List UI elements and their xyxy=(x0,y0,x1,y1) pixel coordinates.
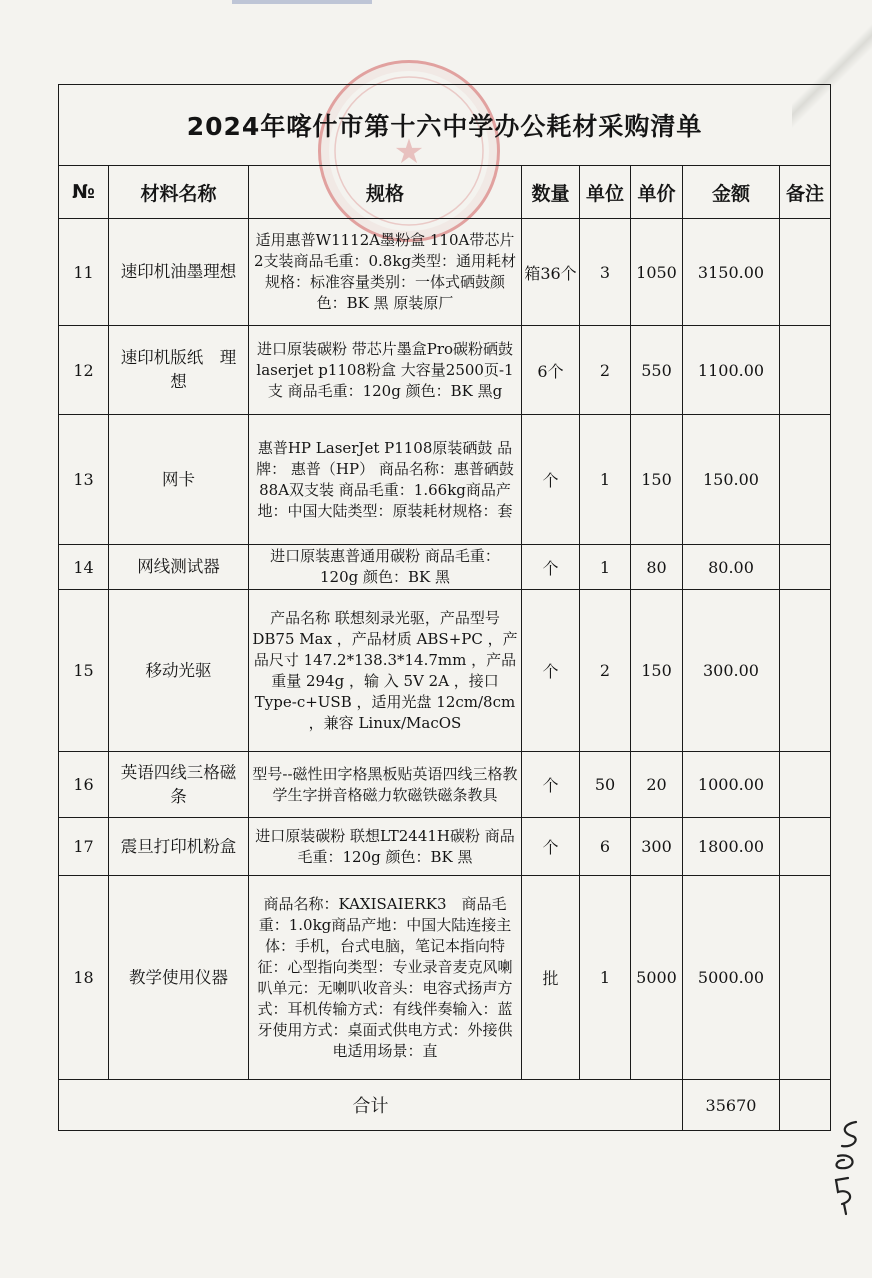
row-amount: 5000.00 xyxy=(683,876,780,1080)
row-unit: 2 xyxy=(580,590,631,752)
row-unit: 1 xyxy=(580,415,631,545)
total-label: 合计 xyxy=(59,1080,683,1131)
row-spec-text: 进口原装惠普通用碳粉 商品毛重：120g 颜色：BK 黑 xyxy=(270,547,500,586)
table-row xyxy=(59,752,831,818)
row-no: 11 xyxy=(59,219,109,326)
table-row xyxy=(59,818,831,876)
row-qty: 个 xyxy=(522,545,580,590)
row-note xyxy=(780,818,831,876)
header-name: 材料名称 xyxy=(109,166,249,219)
table-row xyxy=(59,876,831,1080)
row-spec-text: 型号--磁性田字格黑板贴英语四线三格教学生字拼音格磁力软磁铁磁条教具 xyxy=(252,764,518,804)
table-row xyxy=(59,326,831,415)
table-row xyxy=(59,545,831,590)
row-unit: 3 xyxy=(580,219,631,326)
table-row xyxy=(59,590,831,752)
row-amount: 300.00 xyxy=(683,590,780,752)
table-header-row xyxy=(59,166,831,219)
row-price: 20 xyxy=(631,752,683,818)
header-unit: 单位 xyxy=(580,166,631,219)
header-spec: 规格 xyxy=(249,166,522,219)
row-qty: 批 xyxy=(522,876,580,1080)
svg-text:★: ★ xyxy=(393,132,425,172)
header-note: 备注 xyxy=(780,166,831,219)
row-price: 150 xyxy=(631,590,683,752)
row-spec-text: 进口原装碳粉 联想LT2441H碳粉 商品毛重：120g 颜色：BK 黑 xyxy=(255,826,515,866)
row-spec xyxy=(249,752,522,818)
header-price: 单价 xyxy=(631,166,683,219)
row-name: 震旦打印机粉盒 xyxy=(109,818,249,876)
row-spec xyxy=(249,415,522,545)
total-row xyxy=(59,1080,831,1131)
row-qty: 个 xyxy=(522,818,580,876)
row-spec-text: 适用惠普W1112A墨粉盒 110A带芯片2支装商品毛重：0.8kg类型：通用耗材规格：标准容量类别：一体式硒鼓颜色：BK 黑 原装原厂 xyxy=(253,231,517,312)
row-amount: 150.00 xyxy=(683,415,780,545)
row-price: 80 xyxy=(631,545,683,590)
header-no: № xyxy=(59,166,109,219)
row-spec xyxy=(249,326,522,415)
row-no: 16 xyxy=(59,752,109,818)
row-name: 移动光驱 xyxy=(109,590,249,752)
row-note xyxy=(780,752,831,818)
row-amount: 3150.00 xyxy=(683,219,780,326)
row-note xyxy=(780,219,831,326)
row-spec xyxy=(249,219,522,326)
row-price: 300 xyxy=(631,818,683,876)
document-title: 2024年喀什市第十六中学办公耗材采购清单 xyxy=(59,85,831,166)
row-amount: 80.00 xyxy=(683,545,780,590)
row-no: 12 xyxy=(59,326,109,415)
row-no: 15 xyxy=(59,590,109,752)
row-price: 1050 xyxy=(631,219,683,326)
row-no: 13 xyxy=(59,415,109,545)
row-spec-text: 商品名称：KAXISAIERK3 商品毛重：1.0kg商品产地：中国大陆连接主体：手机，台式电脑，笔记本指向特征：心型指向类型：专业录音麦克风喇叭单元：无喇叭收音头：电容式扬声方式：耳机传输方式：有线伴奏输入：蓝牙使用方式：桌面式供电方式：外接供电适用场景：直 xyxy=(257,894,513,1060)
row-qty: 6个 xyxy=(522,326,580,415)
row-note xyxy=(780,876,831,1080)
row-price: 550 xyxy=(631,326,683,415)
row-name: 速印机版纸 理想 xyxy=(109,326,249,415)
row-note xyxy=(780,326,831,415)
row-qty: 个 xyxy=(522,590,580,752)
row-unit: 1 xyxy=(580,876,631,1080)
row-spec xyxy=(249,818,522,876)
row-unit: 6 xyxy=(580,818,631,876)
table-row xyxy=(59,415,831,545)
handwritten-mark xyxy=(826,1118,866,1218)
row-qty: 个 xyxy=(522,752,580,818)
total-note xyxy=(780,1080,831,1131)
row-amount: 1800.00 xyxy=(683,818,780,876)
purchase-list-table xyxy=(58,84,830,1131)
row-amount: 1000.00 xyxy=(683,752,780,818)
row-note xyxy=(780,545,831,590)
row-name: 网线测试器 xyxy=(109,545,249,590)
row-spec xyxy=(249,876,522,1080)
total-amount: 35670 xyxy=(683,1080,780,1131)
table-row xyxy=(59,219,831,326)
row-spec xyxy=(249,545,522,590)
row-qty: 箱36个 xyxy=(522,219,580,326)
row-no: 18 xyxy=(59,876,109,1080)
row-note xyxy=(780,590,831,752)
row-price: 150 xyxy=(631,415,683,545)
row-qty: 个 xyxy=(522,415,580,545)
row-price: 5000 xyxy=(631,876,683,1080)
row-spec xyxy=(249,590,522,752)
header-qty: 数量 xyxy=(522,166,580,219)
row-spec-text: 产品名称 联想刻录光驱，产品型号 DB75 Max ，产品材质 ABS+PC ，产品尺寸 147.2*138.3*14.7mm ，产品重量 294g ，输 入 5V 2A ，接口 Type-c+USB ，适用光盘 12cm/8cm ，兼容 Linux/MacOS xyxy=(252,608,518,732)
row-name: 英语四线三格磁条 xyxy=(109,752,249,818)
row-spec-text: 进口原装碳粉 带芯片墨盒Pro碳粉硒鼓laserjet p1108粉盒 大容量2500页-1支 商品毛重：120g 颜色：BK 黑g xyxy=(256,339,514,400)
row-name: 教学使用仪器 xyxy=(109,876,249,1080)
handwritten-mark-glyph xyxy=(826,1118,866,1218)
row-spec-text: 惠普HP LaserJet P1108原装硒鼓 品牌： 惠普（HP） 商品名称：惠普硒鼓 88A双支装 商品毛重：1.66kg商品产地：中国大陆类型：原装耗材规格：套 xyxy=(256,438,514,520)
row-unit: 2 xyxy=(580,326,631,415)
row-note xyxy=(780,415,831,545)
row-no: 17 xyxy=(59,818,109,876)
header-amount: 金额 xyxy=(683,166,780,219)
row-name: 网卡 xyxy=(109,415,249,545)
row-no: 14 xyxy=(59,545,109,590)
row-amount: 1100.00 xyxy=(683,326,780,415)
scan-edge-mark xyxy=(232,0,372,4)
row-name: 速印机油墨理想 xyxy=(109,219,249,326)
row-unit: 50 xyxy=(580,752,631,818)
row-unit: 1 xyxy=(580,545,631,590)
